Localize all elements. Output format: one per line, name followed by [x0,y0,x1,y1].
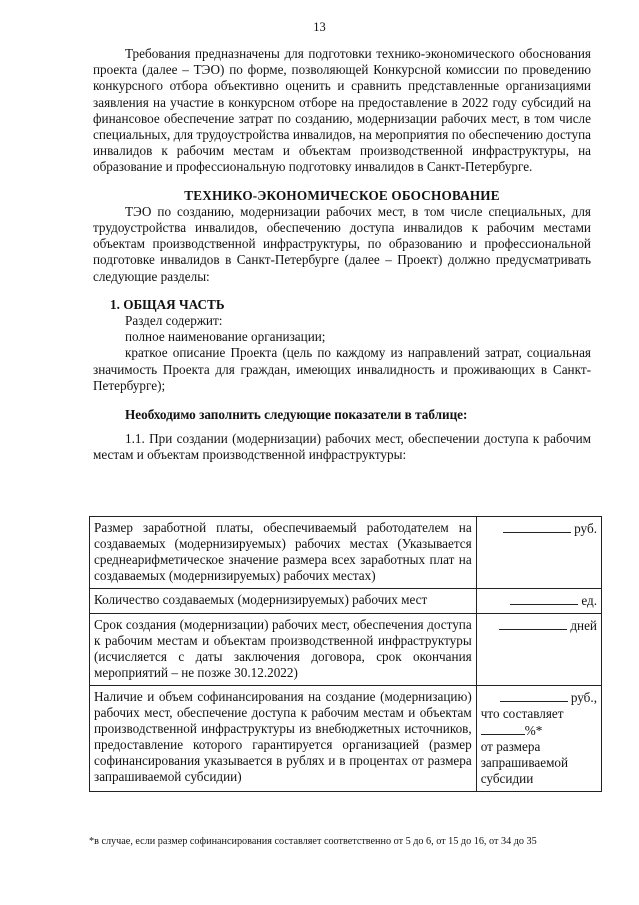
title-paragraph: ТЭО по созданию, модернизации рабочих мест, в том числе специальных, для трудоустройства инвалидов, обеспечению доступа инвалидов к рабочим местами объектам производственной инфраструктуры, по образованию и профессиональной подготовке инвалидов в Санкт-Петербурге (далее – Проект) должно предусматривать следующие разделы: [93,203,591,284]
count-blank-field[interactable] [510,592,578,605]
cofinancing-percent-blank-field[interactable] [481,722,525,735]
section-1-item-name: полное наименование организации; [125,329,326,345]
row-cofinancing-value[interactable] [476,686,601,792]
document-title: ТЕХНИКО-ЭКОНОМИЧЕСКОЕ ОБОСНОВАНИЕ [184,187,500,203]
row-count-description: Количество создаваемых (модернизируемых) рабочих мест [90,589,477,614]
table-row [90,614,602,686]
row-count-value[interactable] [476,589,601,614]
subsection-1-1: 1.1. При создании (модернизации) рабочих мест, обеспечении доступа к рабочим местам и объектам производственной инфраструктуры: [93,431,591,463]
document-body [93,46,591,464]
row-salary-value[interactable] [476,517,601,589]
cofinancing-line2: что составляет [480,706,564,721]
section-1-contains: Раздел содержит: [125,313,223,329]
footnote: *в случае, если размер софинансирования составляет соответственно от 5 до 6, от 15 до 16, от 34 до 35 [89,836,537,847]
salary-blank-field[interactable] [503,520,571,533]
table-row [90,589,602,614]
cofinancing-percent: %* [524,723,543,738]
table-row [90,517,602,589]
row-salary-description: Размер заработной платы, обеспечиваемый работодателем на создаваемых (модернизируемых) рабочих местах (Указывается среднеарифметическое значение размера всех заработных плат на создаваемых (модернизируемых) рабочих местах) [90,517,477,589]
indicators-table [89,516,602,792]
row-cofinancing-description: Наличие и объем софинансирования на создание (модернизацию) рабочих мест, обеспечение доступа к рабочим местам и объектам производственной инфраструктуры из внебюджетных источников, предоставление которого гарантируется организацией (размер софинансирования указывается в рублях и в процентах от размера запрашиваемой субсидии) [90,686,477,792]
page-number: 13 [313,20,326,34]
intro-paragraph: Требования предназначены для подготовки технико-экономического обоснования проекта (далее – ТЭО) по форме, позволяющей Конкурсной комиссии по проведению конкурсного отбора объективно оценить и сравнить представленные организациями заявления на участие в конкурсном отборе на предоставление в 2022 году субсидий на финансовое обеспечение затрат по созданию, модернизации рабочих мест, в том числе специальных, для трудоустройства инвалидов, на мероприятия по обеспечению доступа инвалидов к рабочим местам и объектам производственной инфраструктуры, на образование и профессиональную подготовку инвалидов в Санкт-Петербурге. [93,46,591,175]
section-1-item-description: краткое описание Проекта (цель по каждому из направлений затрат, социальная значимость Проекта для граждан, имеющих инвалидность и проживающих в Санкт-Петербурге); [93,345,591,393]
section-1-heading: 1. ОБЩАЯ ЧАСТЬ [110,296,225,312]
duration-unit: дней [570,618,597,633]
cofinancing-unit: руб., [570,690,597,705]
count-unit: ед. [581,593,597,608]
table-intro: Необходимо заполнить следующие показатели в таблице: [125,407,468,423]
salary-unit: руб. [574,521,597,536]
table-row [90,686,602,792]
cofinancing-line4: от размера запрашиваемой субсидии [480,739,569,786]
cofinancing-rub-blank-field[interactable] [500,689,568,702]
duration-blank-field[interactable] [499,617,567,630]
row-duration-value[interactable] [476,614,601,686]
row-duration-description: Срок создания (модернизации) рабочих мест, обеспечения доступа к рабочим местам и объектам производственной инфраструктуры (исчисляется с даты заключения договора, срок окончания мероприятий – не позже 30.12.2022) [90,614,477,686]
